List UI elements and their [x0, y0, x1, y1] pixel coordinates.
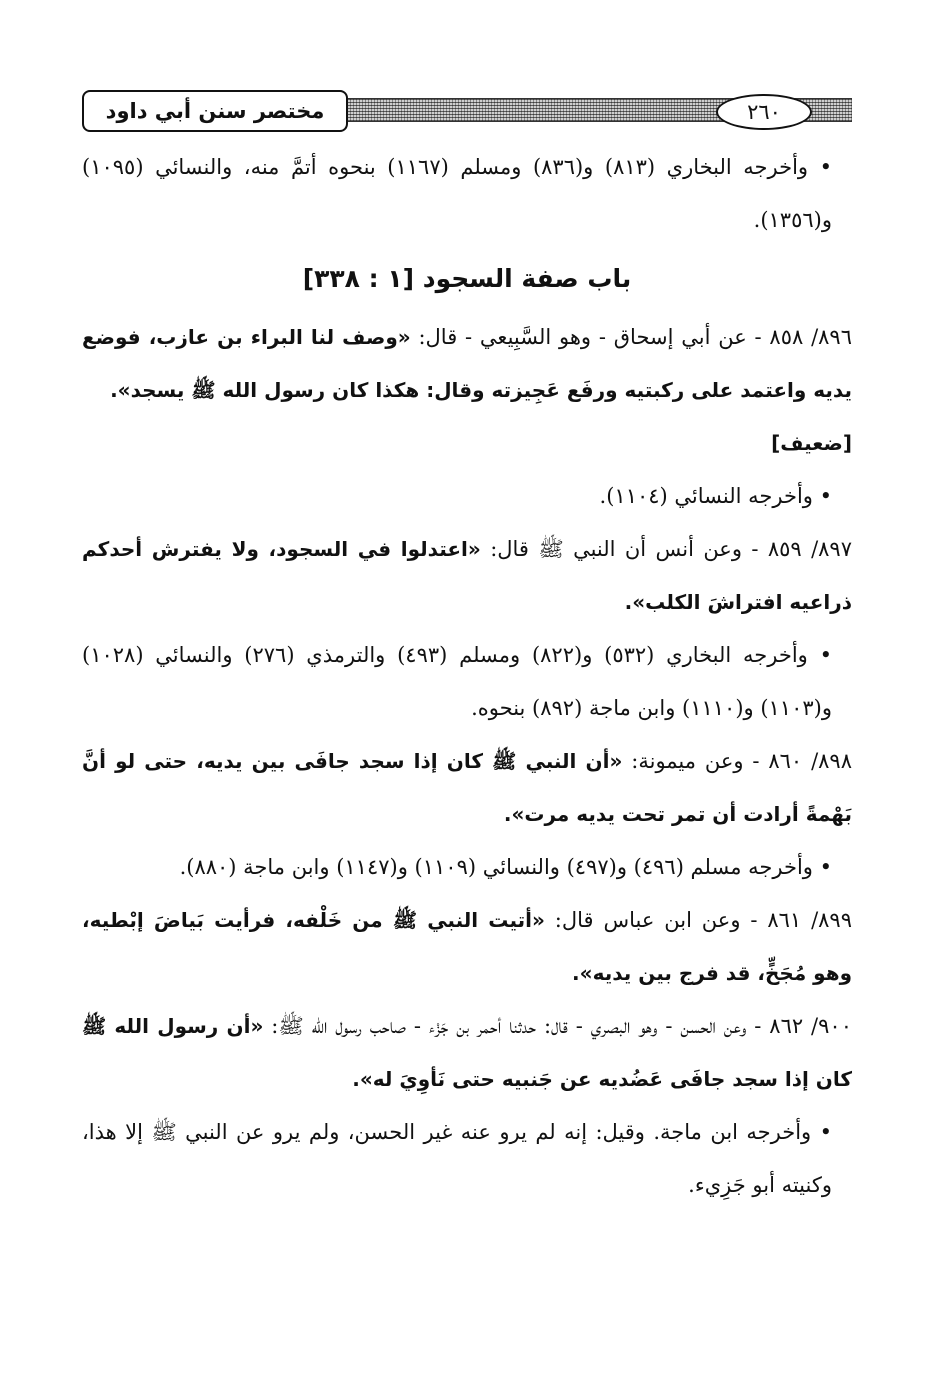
- page-number: ٢٦٠: [716, 94, 812, 130]
- hadith-899: [82, 894, 852, 1000]
- takhrij-note-900: • وأخرجه ابن ماجة. وقيل: إنه لم يرو عنه غير الحسن، ولم يرو عن النبي ﷺ إلا هذا، وكنيته أبو جَزِيء.: [82, 1120, 832, 1197]
- hadith-896-text: «وصف لنا البراء بن عازب، فوضع يديه واعتمد على ركبتيه ورفَع عَجِيزته وقال: هكذا كان رسول الله ﷺ يسجد».: [82, 325, 852, 402]
- hadith-900: [82, 1000, 852, 1106]
- takhrij-note-898: • وأخرجه مسلم (٤٩٦) و(٤٩٧) والنسائي (١١٠٩) و(١١٤٧) وابن ماجة (٨٨٠).: [179, 855, 832, 879]
- hadith-900-intro: ٩٠٠/ ٨٦٢ - وعن الحسن - وهو البصري - قال: حدثنا أحمر بن جَزْء - صاحب رسول الله ﷺ:: [263, 1014, 852, 1038]
- hadith-897-text: «اعتدلوا في السجود، ولا يفترش أحدكم ذراعيه افتراشَ الكلب».: [82, 537, 852, 614]
- chapter-title: باب صفة السجود [١ : ٣٣٨]: [302, 264, 632, 293]
- hadith-900-text: «أن رسول الله ﷺ كان إذا سجد جافَى عَضُديه عن جَنبيه حتى نَأوِيَ له».: [82, 1014, 852, 1091]
- takhrij-note: • وأخرجه البخاري (٨١٣) و(٨٣٦) ومسلم (١١٦٧) بنحوه أتمَّ منه، والنسائي (١٠٩٥) و(١٣٥٦).: [82, 155, 832, 232]
- hadith-896: [82, 311, 852, 417]
- hadith-896-intro: ٨٩٦/ ٨٥٨ - عن أبي إسحاق - وهو السَّبِيعي - قال:: [410, 325, 852, 349]
- book-title: مختصر سنن أبي داود: [82, 90, 348, 132]
- hadith-898: [82, 735, 852, 841]
- hadith-899-text: «أتيت النبي ﷺ من خَلْفه، فرأيت بَياضَ إبْطيه، وهو مُجَخٍّ، قد فرج بين يديه».: [82, 908, 852, 985]
- takhrij-note-897: • وأخرجه البخاري (٥٣٢) و(٨٢٢) ومسلم (٤٩٣) والترمذي (٢٧٦) والنسائي (١٠٢٨) و(١١٠٣) و(١١١٠) وابن ماجة (٨٩٢) بنحوه.: [82, 643, 832, 720]
- hadith-898-text: «أن النبي ﷺ كان إذا سجد جافَى بين يديه، حتى لو أنَّ بَهْمةً أرادت أن تمر تحت يديه مرت».: [82, 749, 852, 826]
- hadith-897-intro: ٨٩٧/ ٨٥٩ - وعن أنس أن النبي ﷺ قال:: [480, 537, 852, 561]
- hadith-897: [82, 523, 852, 629]
- page-header: [82, 88, 852, 134]
- hadith-896-grade: [ضعيف]: [771, 431, 852, 455]
- hadith-899-intro: ٨٩٩/ ٨٦١ - وعن ابن عباس قال:: [544, 908, 852, 932]
- page-content: [82, 141, 852, 1212]
- hadith-898-intro: ٨٩٨/ ٨٦٠ - وعن ميمونة:: [622, 749, 852, 773]
- takhrij-note-896: • وأخرجه النسائي (١١٠٤).: [599, 484, 832, 508]
